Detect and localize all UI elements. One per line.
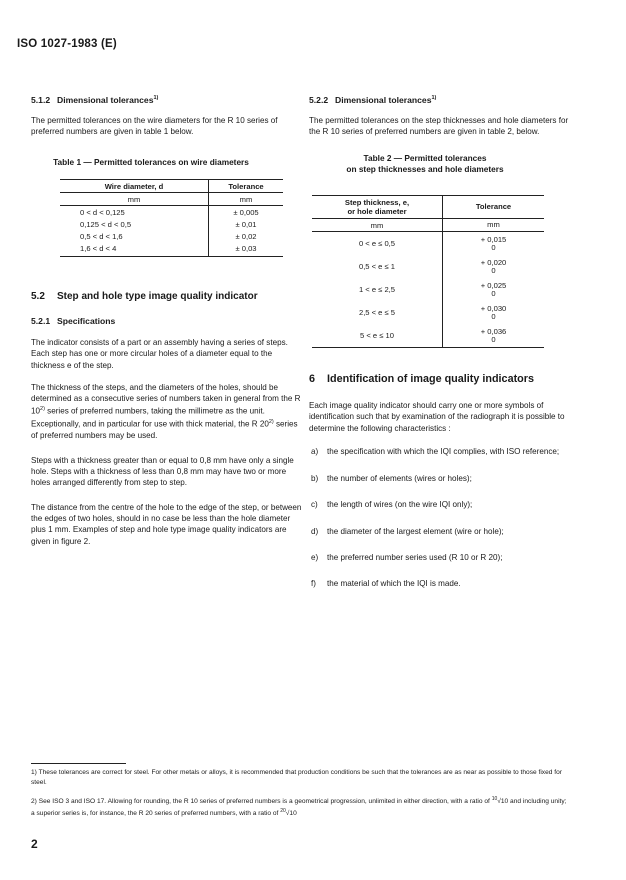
table1-col1-header: Wire diameter, d	[60, 180, 209, 193]
section-5-1-2-heading: 5.1.2 Dimensional tolerances$^{1)}$	[31, 95, 159, 105]
table-row: 1 < e ≤ 2,5 + 0,025 0	[312, 278, 544, 301]
table1-unit2: mm	[209, 193, 284, 206]
table-row: 0,125 < d < 0,5 ± 0,01	[60, 218, 283, 230]
table1-caption: Table 1 — Permitted tolerances on wire diameters	[53, 156, 249, 167]
list-item: d) the diameter of the largest element (wire or hole);	[311, 526, 504, 536]
left-column	[31, 95, 303, 168]
section-5-2-2-text: The permitted tolerances on the step thicknesses and hole diameters for the R 10 series of preferred numbers are given in table 2, below.	[309, 116, 569, 137]
table-row: 0 < e ≤ 0,5 + 0,015 0	[312, 232, 544, 256]
table-row: 2,5 < e ≤ 5 + 0,030 0	[312, 301, 544, 324]
table1-unit1: mm	[60, 193, 209, 206]
table2	[312, 195, 544, 348]
table-row: 0,5 < e ≤ 1 + 0,020 0	[312, 255, 544, 278]
table-row: 0,5 < d < 1,6 ± 0,02	[60, 230, 283, 242]
footnote-rule	[31, 763, 126, 764]
table2-unit1: mm	[312, 219, 443, 232]
running-header: ISO 1027-1983 (E)	[17, 38, 117, 50]
right-column	[309, 95, 579, 175]
left-column-lower	[31, 291, 303, 547]
characteristics-list	[309, 446, 579, 590]
right-column-lower	[309, 373, 579, 590]
paragraph-steps: Steps with a thickness greater than or equal to 0,8 mm have only a single hole. Steps with a thickness of less than 0,8 mm may have two or more holes arranged differently from step to step.	[31, 455, 294, 488]
table-row: 0 < d < 0,125 ± 0,005	[60, 206, 283, 219]
paragraph-distance: The distance from the centre of the hole to the edge of the step, or between the edges of two holes, should in no case be less than the hole diameter plus 1 mm. Examples of step and hole type image quality indicators are given in figure 2.	[31, 502, 302, 546]
list-item: a) the specification with which the IQI complies, with ISO reference;	[311, 446, 560, 456]
table-row: 5 < e ≤ 10 + 0,036 0	[312, 324, 544, 348]
section-5-2-1-heading: 5.2.1 Specifications	[31, 316, 116, 326]
table2-col2-header: Tolerance	[443, 196, 545, 219]
list-item: c) the length of wires (on the wire IQI only);	[311, 500, 473, 510]
list-item: b) the number of elements (wires or holes);	[311, 474, 472, 484]
section-5-1-2-text: The permitted tolerances on the wire diameters for the R 10 series of preferred numbers are given in table 1 below.	[31, 116, 278, 137]
section-6-heading: 6 Identification of image quality indicators	[309, 373, 534, 385]
page-number: 2	[31, 837, 38, 851]
section-6-text: Each image quality indicator should carry one or more symbols of identification such that by examination of the radiograph it is possible to determine the following characteristics :	[309, 401, 565, 433]
table-row: 1,6 < d < 4 ± 0,03	[60, 242, 283, 257]
list-item: e) the preferred number series used (R 10 or R 20);	[311, 553, 503, 563]
table2-unit2: mm	[443, 219, 545, 232]
paragraph-thickness: The thickness of the steps, and the diameters of the holes, should be determined as a consecutive series of numbers taken in general from the R 10$^{2)}$ series of preferred numbers, taking the millimetre as the unit. Exceptionally, and in particular for use with thick material, the R 20$^{2)}$ series of preferred numbers may be used.	[31, 382, 301, 441]
section-5-2-heading: 5.2 Step and hole type image quality indicator	[31, 291, 258, 302]
table1-col2-header: Tolerance	[209, 180, 284, 193]
section-5-2-2-heading: 5.2.2 Dimensional tolerances$^{1)}$	[309, 95, 437, 105]
table2-caption: Table 2 — Permitted tolerances on step thicknesses and hole diameters	[346, 152, 504, 174]
footnote-2: 2) See ISO 3 and ISO 17. Allowing for rounding, the R 10 series of preferred numbers is a geometrical progression, unlimited in either direction, with a ratio of $^{10}$√10 and including unity; a superior series is, for instance, the R 20 series of preferred numbers, with a ratio of $^{20}$√10	[31, 796, 567, 817]
paragraph-indicator: The indicator consists of a part or an assembly having a series of steps. Each step has one or more circular holes of a diameter equal to the thickness e of the step.	[31, 338, 288, 370]
list-item: f) the material of which the IQI is made.	[311, 579, 461, 589]
table1	[60, 179, 283, 257]
table2-col1-header: Step thickness, e, or hole diameter	[312, 196, 443, 219]
footnote-1: 1) These tolerances are correct for steel. For other metals or alloys, it is recommended that production conditions be such that the tolerances are as near as possible to those fixed for steel.	[31, 769, 562, 786]
